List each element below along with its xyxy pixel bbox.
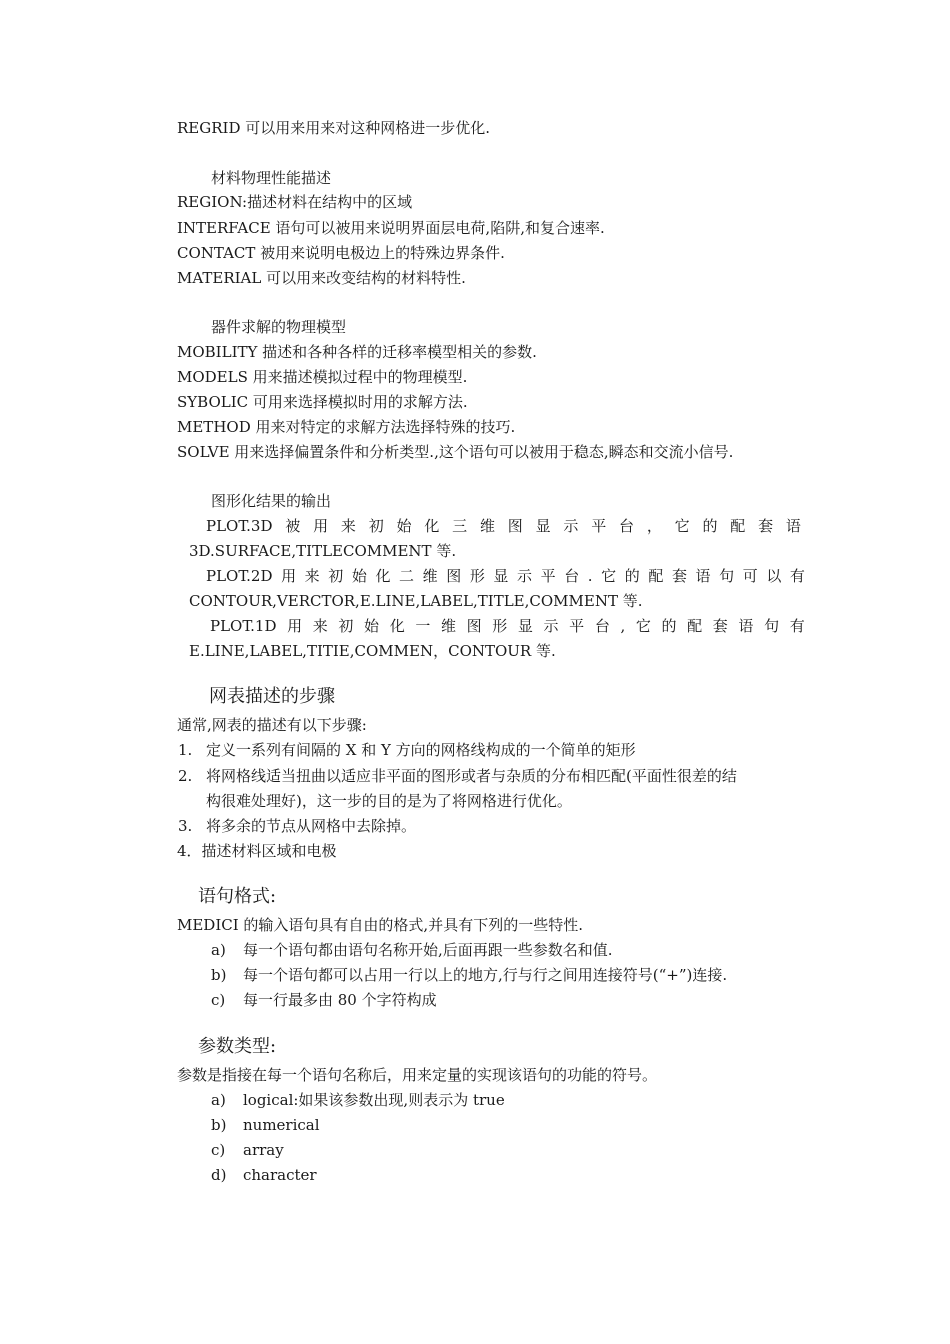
plot1d-token: PLOT.1D bbox=[210, 617, 277, 635]
plot2d-token: 二 bbox=[399, 567, 415, 585]
plot2d-token: 始 bbox=[351, 567, 367, 585]
plot3d-token: PLOT.3D bbox=[206, 517, 273, 535]
plot3d-token: 套 bbox=[758, 517, 774, 535]
plot1d-token: 语 bbox=[738, 617, 754, 635]
plot1d-token: 它 bbox=[635, 617, 651, 635]
plot3d-line bbox=[206, 515, 801, 537]
plot2d-token: 平 bbox=[540, 567, 556, 585]
plot1d-line bbox=[210, 615, 805, 637]
intro-line: REGRID 可以用来用来对这种网格进一步优化. bbox=[177, 119, 491, 137]
material-heading: 材料物理性能描述 bbox=[211, 169, 332, 187]
plot3d-line-cont: 3D.SURFACE,TITLECOMMENT 等. bbox=[189, 542, 457, 560]
plot1d-token: 化 bbox=[389, 617, 405, 635]
plot3d-token: 平 bbox=[591, 517, 607, 535]
plot3d-token: 显 bbox=[535, 517, 551, 535]
plot2d-token: PLOT.2D bbox=[206, 567, 273, 585]
plot3d-token: 来 bbox=[340, 517, 356, 535]
list-marker: c) bbox=[211, 1141, 226, 1159]
models-heading: 器件求解的物理模型 bbox=[211, 318, 347, 336]
plot3d-token: 语 bbox=[785, 517, 801, 535]
plot2d-line-cont: CONTOUR,VERCTOR,E.LINE,LABEL,TITLE,COMMENT 等. bbox=[189, 592, 643, 610]
plot2d-token: 用 bbox=[281, 567, 297, 585]
plot2d-token: 初 bbox=[328, 567, 344, 585]
list-item: 每一行最多由 80 个字符构成 bbox=[243, 991, 437, 1009]
plot3d-token: 化 bbox=[424, 517, 440, 535]
step-text: 将网格线适当扭曲以适应非平面的图形或者与杂质的分布相匹配(平面性很差的结 bbox=[206, 767, 737, 785]
plot2d-token: 以 bbox=[766, 567, 782, 585]
plot1d-token: 台 bbox=[594, 617, 610, 635]
list-item: character bbox=[243, 1166, 317, 1184]
plot2d-token: 图 bbox=[446, 567, 462, 585]
models-line: MODELS 用来描述模拟过程中的物理模型. bbox=[177, 368, 468, 386]
step-text: 将多余的节点从网格中去除掉。 bbox=[206, 817, 417, 835]
steps-intro: 通常,网表的描述有以下步骤: bbox=[177, 716, 367, 734]
syntax-heading: 语句格式: bbox=[198, 886, 277, 907]
plot2d-line bbox=[206, 565, 805, 587]
plot1d-token: 始 bbox=[364, 617, 380, 635]
plot-heading: 图形化结果的输出 bbox=[211, 492, 332, 510]
step-text-cont: 构很难处理好)，这一步的目的是为了将网格进行优化。 bbox=[206, 792, 572, 810]
params-heading: 参数类型: bbox=[198, 1036, 277, 1057]
step-text: 4．描述材料区域和电极 bbox=[177, 842, 337, 860]
plot2d-token: 句 bbox=[719, 567, 735, 585]
material-line: MATERIAL 可以用来改变结构的材料特性. bbox=[177, 269, 466, 287]
plot2d-token: 台 bbox=[564, 567, 580, 585]
plot1d-token: 示 bbox=[543, 617, 559, 635]
material-line: INTERFACE 语句可以被用来说明界面层电荷,陷阱,和复合速率. bbox=[177, 219, 605, 237]
plot3d-token: 用 bbox=[313, 517, 329, 535]
plot2d-token: 套 bbox=[671, 567, 687, 585]
list-marker: c) bbox=[211, 991, 226, 1009]
plot1d-token: 有 bbox=[789, 617, 805, 635]
plot1d-token: , bbox=[620, 617, 626, 635]
plot2d-token: 维 bbox=[422, 567, 438, 585]
plot2d-token: 语 bbox=[695, 567, 711, 585]
models-line: SYBOLIC 可用来选择模拟时用的求解方法. bbox=[177, 393, 468, 411]
plot2d-token: 可 bbox=[742, 567, 758, 585]
plot1d-token: 平 bbox=[569, 617, 585, 635]
plot2d-token: 有 bbox=[789, 567, 805, 585]
plot3d-token: 图 bbox=[507, 517, 523, 535]
plot3d-token: 它 bbox=[674, 517, 690, 535]
plot1d-token: 一 bbox=[415, 617, 431, 635]
plot3d-token: 三 bbox=[452, 517, 468, 535]
plot2d-token: 它 bbox=[601, 567, 617, 585]
list-item: array bbox=[243, 1141, 284, 1159]
plot3d-token: 示 bbox=[563, 517, 579, 535]
plot1d-token: 初 bbox=[338, 617, 354, 635]
list-item: 每一个语句都可以占用一行以上的地方,行与行之间用连接符号(“+”)连接. bbox=[243, 966, 728, 984]
list-item: 每一个语句都由语句名称开始,后面再跟一些参数名和值. bbox=[243, 941, 613, 959]
plot1d-token: 配 bbox=[687, 617, 703, 635]
step-number: 3. bbox=[178, 817, 193, 835]
plot3d-token: ， bbox=[646, 517, 662, 535]
plot1d-token: 形 bbox=[492, 617, 508, 635]
plot2d-token: 化 bbox=[375, 567, 391, 585]
list-marker: a) bbox=[211, 1091, 226, 1109]
plot3d-token: 被 bbox=[285, 517, 301, 535]
plot3d-token: 始 bbox=[396, 517, 412, 535]
plot1d-token: 显 bbox=[517, 617, 533, 635]
steps-heading: 网表描述的步骤 bbox=[209, 686, 335, 707]
plot1d-token: 套 bbox=[712, 617, 728, 635]
plot3d-token: 配 bbox=[730, 517, 746, 535]
plot3d-token: 维 bbox=[479, 517, 495, 535]
list-item: numerical bbox=[243, 1116, 320, 1134]
list-marker: b) bbox=[211, 966, 227, 984]
step-number: 2. bbox=[178, 767, 193, 785]
plot2d-token: 示 bbox=[517, 567, 533, 585]
models-line: METHOD 用来对特定的求解方法选择特殊的技巧. bbox=[177, 418, 516, 436]
plot1d-token: 图 bbox=[466, 617, 482, 635]
plot2d-token: . bbox=[587, 567, 593, 585]
plot2d-token: 来 bbox=[304, 567, 320, 585]
plot2d-token: 显 bbox=[493, 567, 509, 585]
plot3d-token: 初 bbox=[368, 517, 384, 535]
models-line: SOLVE 用来选择偏置条件和分析类型.,这个语句可以被用于稳态,瞬态和交流小信号. bbox=[177, 443, 734, 461]
step-text: 定义一系列有间隔的 X 和 Y 方向的网格线构成的一个简单的矩形 bbox=[206, 741, 636, 759]
params-intro: 参数是指接在每一个语句名称后，用来定量的实现该语句的功能的符号。 bbox=[177, 1066, 658, 1084]
plot1d-token: 来 bbox=[312, 617, 328, 635]
syntax-intro: MEDICI 的输入语句具有自由的格式,并具有下列的一些特性. bbox=[177, 916, 583, 934]
plot1d-line-cont: E.LINE,LABEL,TITIE,COMMEN，CONTOUR 等. bbox=[189, 642, 556, 660]
plot1d-token: 维 bbox=[440, 617, 456, 635]
plot1d-token: 用 bbox=[287, 617, 303, 635]
plot3d-token: 台 bbox=[619, 517, 635, 535]
plot2d-token: 的 bbox=[624, 567, 640, 585]
plot3d-token: 的 bbox=[702, 517, 718, 535]
list-marker: d) bbox=[211, 1166, 227, 1184]
list-marker: a) bbox=[211, 941, 226, 959]
material-line: REGION:描述材料在结构中的区域 bbox=[177, 193, 413, 211]
material-line: CONTACT 被用来说明电极边上的特殊边界条件. bbox=[177, 244, 505, 262]
plot1d-token: 句 bbox=[764, 617, 780, 635]
list-marker: b) bbox=[211, 1116, 227, 1134]
step-number: 1. bbox=[178, 741, 193, 759]
models-line: MOBILITY 描述和各种各样的迁移率模型相关的参数. bbox=[177, 343, 537, 361]
plot2d-token: 形 bbox=[469, 567, 485, 585]
list-item: logical:如果该参数出现,则表示为 true bbox=[243, 1091, 505, 1109]
plot1d-token: 的 bbox=[661, 617, 677, 635]
plot2d-token: 配 bbox=[648, 567, 664, 585]
